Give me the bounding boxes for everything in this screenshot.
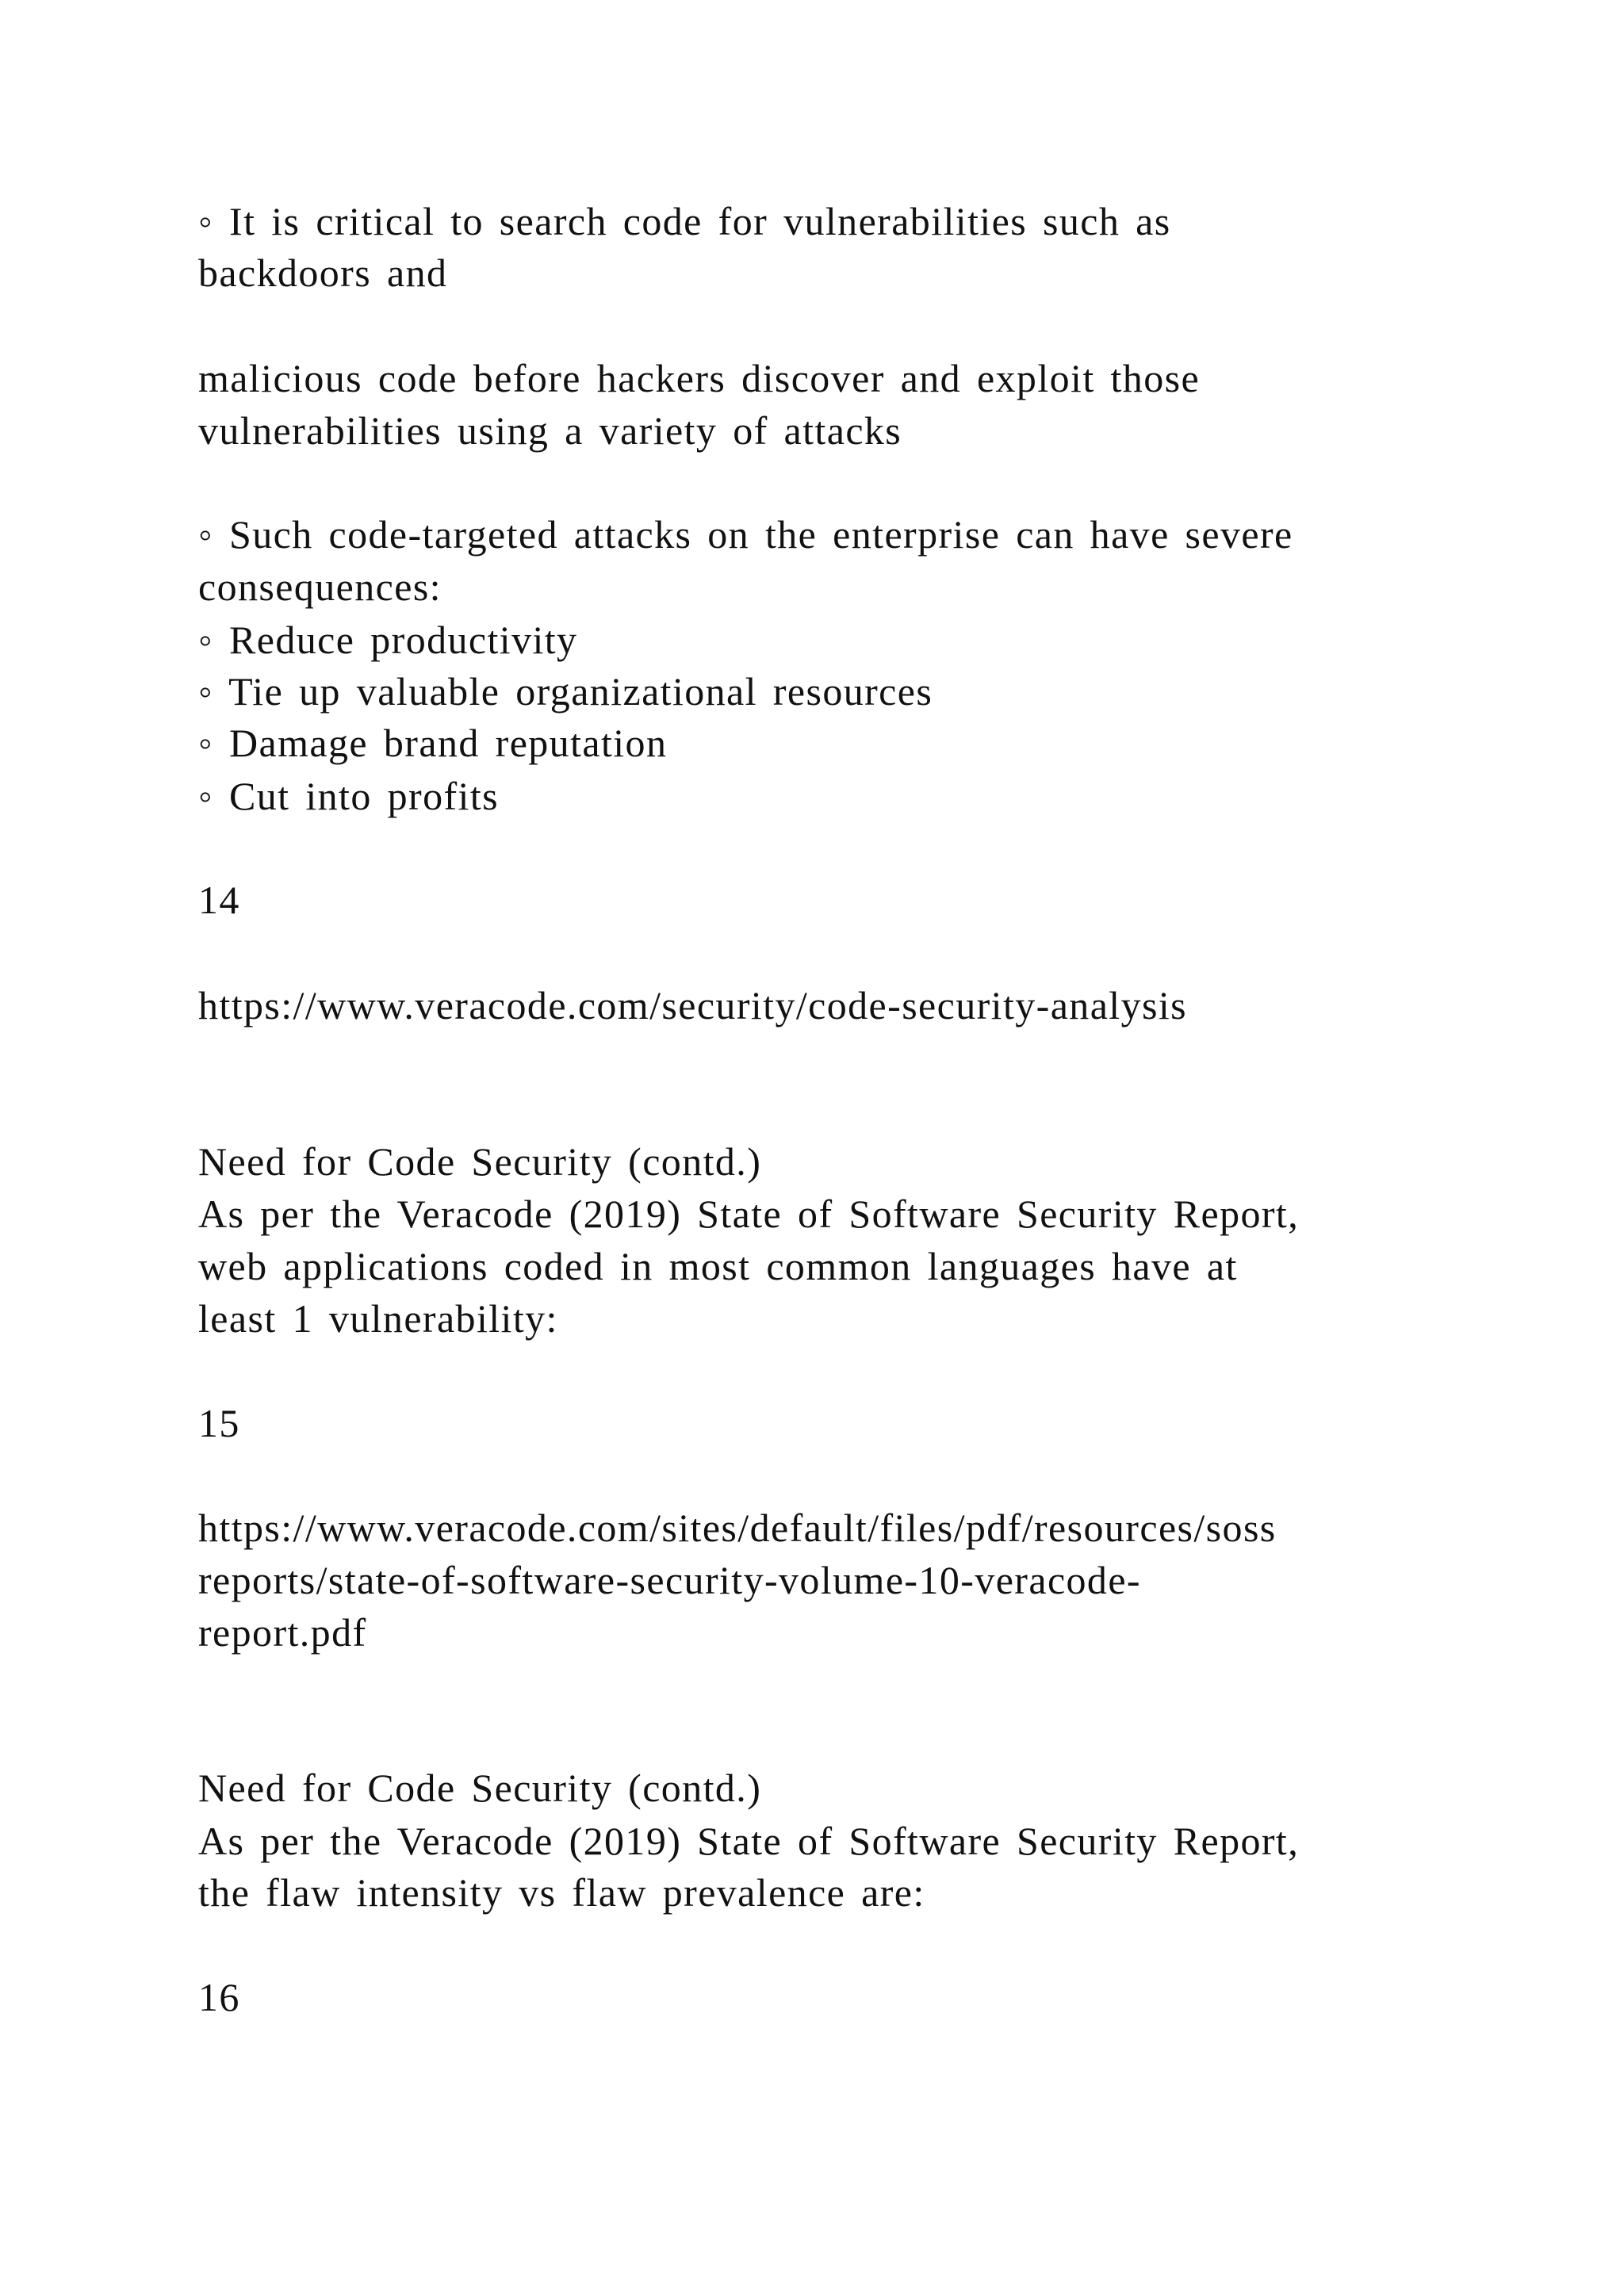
heading-need-for-code-security-2: Need for Code Security (contd.)	[198, 1766, 762, 1810]
heading-need-for-code-security-1: Need for Code Security (contd.)	[198, 1139, 762, 1184]
paragraph-malicious-code-cont: vulnerabilities using a variety of attacks	[198, 408, 902, 453]
paragraph-veracode-report-2-cont: the flaw intensity vs flaw prevalence are:	[198, 1870, 925, 1915]
paragraph-veracode-report-1-cont: web applications coded in most common languages have at	[198, 1244, 1238, 1288]
bullet-critical-search-cont: backdoors and	[198, 251, 448, 295]
paragraph-veracode-report-2: As per the Veracode (2019) State of Software Security Report,	[198, 1819, 1300, 1863]
sub-bullet-damage-reputation: ◦ Damage brand reputation	[198, 721, 668, 765]
bullet-code-targeted-attacks: ◦ Such code-targeted attacks on the enterprise can have severe	[198, 512, 1293, 557]
paragraph-malicious-code: malicious code before hackers discover and exploit those	[198, 356, 1201, 400]
sub-bullet-tie-up-resources: ◦ Tie up valuable organizational resources	[198, 669, 933, 714]
reference-url-14: https://www.veracode.com/security/code-security-analysis	[198, 983, 1188, 1027]
slide-number-14: 14	[198, 878, 240, 922]
slide-number-15: 15	[198, 1401, 240, 1445]
sub-bullet-cut-profits: ◦ Cut into profits	[198, 774, 499, 818]
paragraph-veracode-report-1-end: least 1 vulnerability:	[198, 1296, 558, 1341]
sub-bullet-reduce-productivity: ◦ Reduce productivity	[198, 618, 578, 662]
bullet-critical-search: ◦ It is critical to search code for vulnerabilities such as	[198, 199, 1171, 243]
paragraph-veracode-report-1: As per the Veracode (2019) State of Software Security Report,	[198, 1192, 1300, 1236]
slide-number-16: 16	[198, 1975, 240, 2019]
bullet-code-targeted-attacks-cont: consequences:	[198, 564, 442, 609]
reference-url-15-cont: reports/state-of-software-security-volume-10-veracode-	[198, 1558, 1141, 1602]
reference-url-15-end: report.pdf	[198, 1610, 367, 1655]
reference-url-15: https://www.veracode.com/sites/default/files/pdf/resources/soss	[198, 1506, 1277, 1550]
